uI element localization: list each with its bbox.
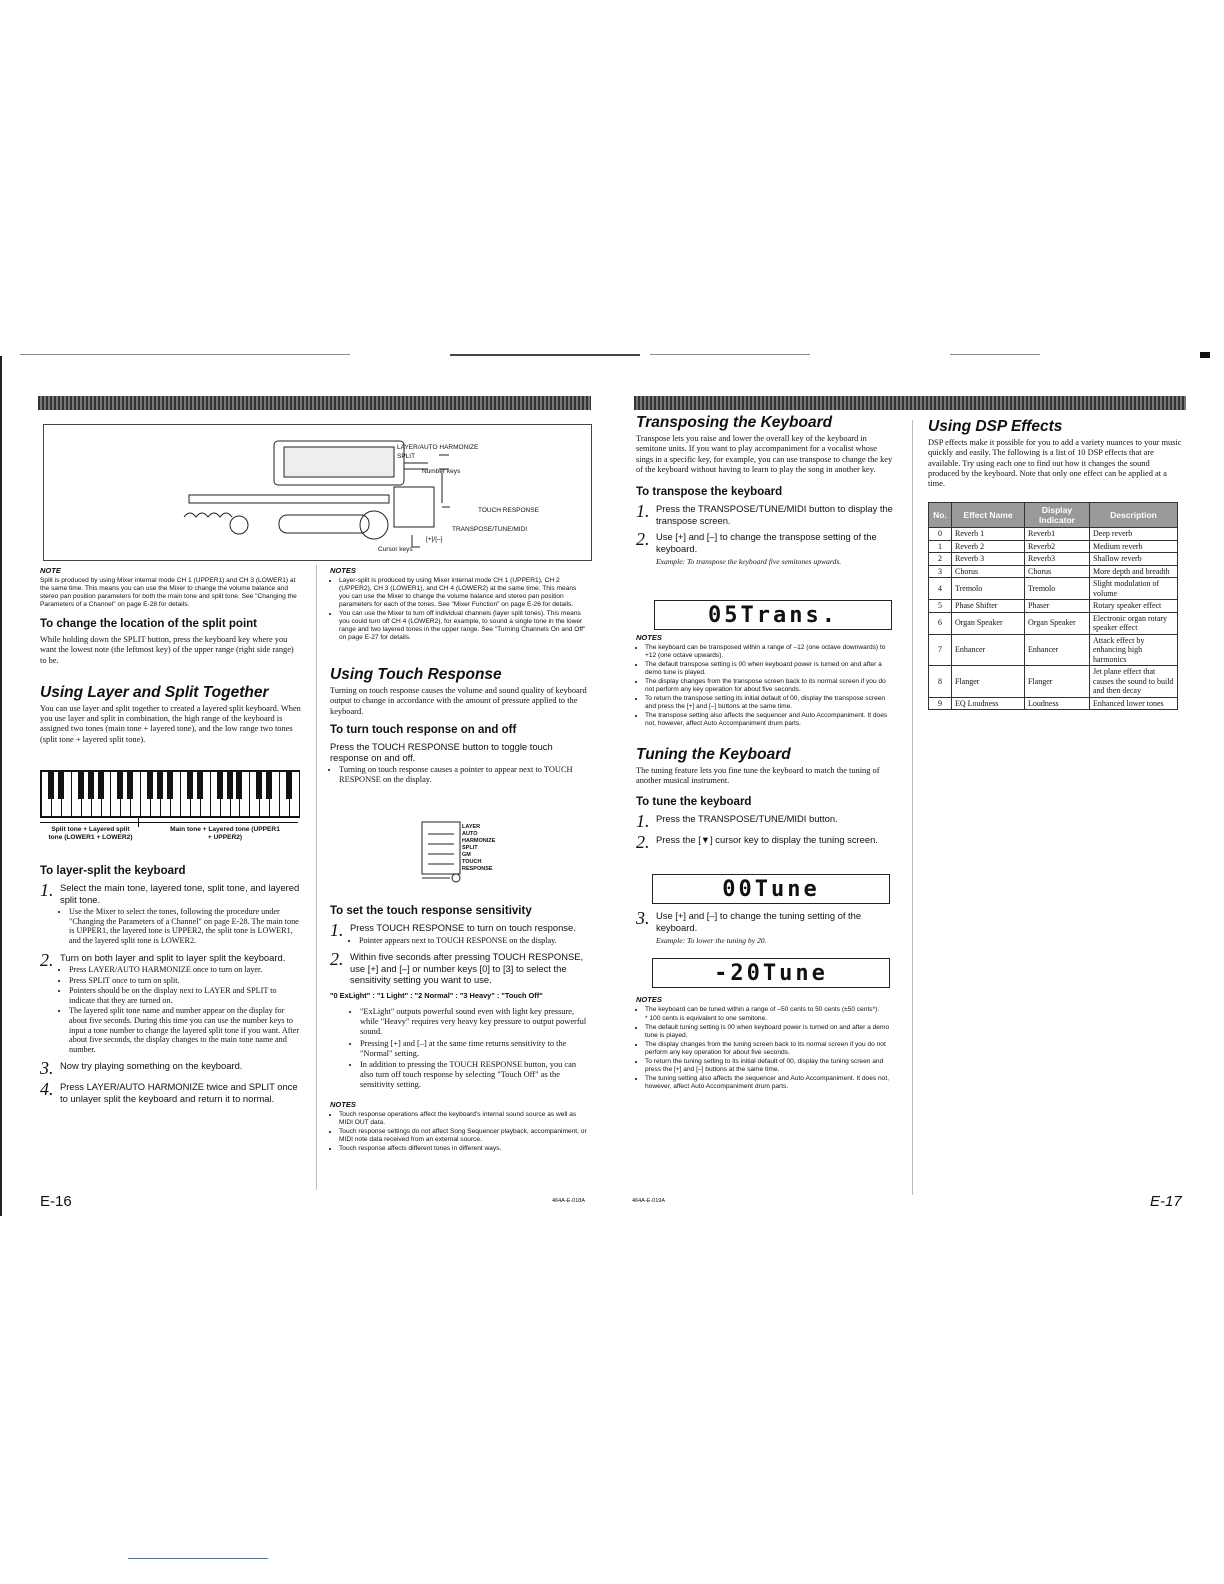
note-item: • To return the tuning setting to its initial default of 00, display the tuning screen and press the [+] and [–] buttons at the same time. [645,1058,894,1074]
table-cell: Flanger [952,666,1025,698]
left-column-b [40,866,302,1109]
table-row [929,565,1178,578]
disp-layer: LAYER [462,824,481,830]
table-cell: 2 [929,553,952,566]
notes-title: NOTES [330,566,356,575]
step-example: Example: To lower the tuning by 20. [656,936,767,945]
step-bullet: • Pointer appears next to TOUCH RESPONSE on the display. [359,936,576,946]
note-item: • The display changes from the tuning screen back to its normal screen if you do not perform any key operation for about five seconds. [645,1041,894,1057]
note-item: • Touch response affects different tones in different ways. [339,1145,588,1153]
note-item: • Layer-split is produced by using Mixer internal mode CH 1 (UPPER1), CH 2 (UPPER2), CH 3 (LOWER1), and CH 4 (LOWER2) at the same time. This means you can use the Mixer to change the volume balance and stereo pan position parameters for each of the tones. See "Mixer Function" on page E-26 for details. [339,577,588,609]
table-cell: Reverb 2 [952,540,1025,553]
right-column-a [636,414,894,573]
table-cell: More depth and breadth [1090,565,1178,578]
table-cell: 1 [929,540,952,553]
footer-code-left: 464A-E-018A [552,1198,586,1204]
table-row [929,600,1178,613]
black-key [217,771,223,799]
keyboard-panel-diagram [43,424,592,561]
table-cell: 8 [929,666,952,698]
split-point-heading: To change the location of the split point [40,618,258,630]
disp-touch: TOUCH RESPONSE [462,859,493,872]
touch-onoff-bullet: • Turning on touch response causes a pointer to appear next to TOUCH RESPONSE on the display. [339,765,588,785]
step-text: Press TOUCH RESPONSE to turn on touch response. [350,922,576,934]
transpose-step-2 [636,531,894,568]
step-bullet: • Press LAYER/AUTO HARMONIZE once to turn on layer. [69,965,302,975]
table-row [929,612,1178,634]
note-item: • Touch response operations affect the keyboard's internal sound source as well as MIDI OUT data. [339,1111,588,1127]
table-cell: Enhanced lower tones [1090,697,1178,710]
table-cell: Flanger [1025,666,1090,698]
label-cursor-keys: Cursor keys [378,546,413,553]
table-cell: Tremolo [952,578,1025,600]
table-cell: Phaser [1025,600,1090,613]
table-row [929,666,1178,698]
lcd-tune-lowered: -20Tune [652,958,890,988]
col-effect: Effect Name [952,503,1025,528]
tune-text: The tuning feature lets you fine tune the keyboard to match the tuning of another musical instrument. [636,766,880,786]
notes-transpose [636,634,894,728]
note-item: * 100 cents is equivalent to one semitone. [645,1015,768,1022]
sensitivity-steps [330,922,588,986]
footer-code-right: 464A-E-019A [632,1198,666,1204]
page-spine [0,356,2,1216]
table-cell: Reverb 3 [952,553,1025,566]
table-cell: Rotary speaker effect [1090,600,1178,613]
step [330,951,588,986]
black-key [78,771,84,799]
label-touch-response: TOUCH RESPONSE [478,507,539,514]
notes-title: NOTES [636,995,662,1004]
keyboard-illustration [40,770,300,818]
table-cell: Electronic organ rotary speaker effect [1090,612,1178,634]
black-key [236,771,242,799]
transpose-text: Transpose lets you raise and lower the overall key of the keyboard in semitone units. If you want to play accompaniment for a vocalist whose sings in a specific key, for example, you can use transpose to change the key of the keyboard without having to learn to play the song in another key. [636,434,893,474]
panel-illustration [44,425,591,560]
dsp-table-body [929,528,1178,710]
display-illustration [420,820,510,884]
page-number-right: E-17 [1150,1193,1182,1210]
notes-layer-split [330,567,588,642]
transpose-heading: Transposing the Keyboard [636,414,833,431]
split-point-text: While holding down the SPLIT button, press the keyboard key where you want the lowest note (the leftmost key) of the upper range (right side range) to be. [40,635,294,665]
step-number: 1. [636,501,650,522]
table-cell: Reverb2 [1025,540,1090,553]
tune-step-1 [636,810,894,831]
black-key [227,771,233,799]
label-split: SPLIT [397,453,416,460]
table-cell: Loudness [1025,697,1090,710]
col-description: Description [1090,503,1178,528]
notes-tune [636,996,894,1091]
sens-bullet: • In addition to pressing the TOUCH RESPONSE button, you can also turn off touch response by selecting "Touch Off" as the sensitivity setting. [360,1060,588,1091]
layer-split-heading: Using Layer and Split Together [40,683,269,701]
step-text: Within five seconds after pressing TOUCH RESPONSE, use [+] and [–] or number keys [0] to [3] to select the sensitivity setting you want to use. [350,951,584,986]
sens-bullet: • "ExLight" outputs powerful sound even with light key pressure, while "Heavy" requires very heavy key pressure to output powerful sound. [360,1007,588,1038]
kb-label-lower: Split tone + Layered split tone (LOWER1 + LOWER2) [48,826,133,841]
step-bullet: • Pointers should be on the display next to LAYER and SPLIT to indicate that they are turned on. [69,986,302,1005]
black-key [187,771,193,799]
layer-split-text: You can use layer and split together to created a layered split keyboard. When you use layer and split in combination, the high range of the keyboard is assigned two tones (main tone + layered tone), and the low range two tones (split tone + layered split tone). [40,704,301,744]
table-cell: Attack effect by enhancing high harmonics [1090,634,1178,666]
table-cell: 5 [929,600,952,613]
sensitivity-heading: To set the touch response sensitivity [330,905,532,917]
step-number: 4. [40,1079,54,1100]
label-layer: LAYER/AUTO HARMONIZE [397,444,479,451]
step-text: Use [+] and [–] to change the tuning setting of the keyboard. [656,910,862,933]
page-number-left: E-16 [40,1193,72,1210]
disp-auto: AUTO HARMONIZE [462,831,496,844]
table-cell: EQ Loudness [952,697,1025,710]
step-number: 2. [636,529,650,550]
notes-title: NOTES [636,633,662,642]
touch-onoff-heading: To turn touch response on and off [330,723,517,736]
note-item: • You can use the Mixer to turn off individual channels (layer split tones). This means you could turn off CH 4 (LOWER2), for example, to sound a single tone in the lower range and two layered tones in the upper range. See "Turning Channels On and Off" on page E-27 for details. [339,610,588,642]
tune-subheading: To tune the keyboard [636,795,752,808]
table-cell: Reverb1 [1025,528,1090,541]
dsp-table [928,502,1178,710]
note-item: • The keyboard can be transposed within a range of –12 (one octave downwards) to +12 (one octave upwards). [645,644,894,660]
left-header-bar [38,396,591,410]
step-number: 1. [40,880,54,901]
step [330,922,588,946]
transpose-step-1 [636,503,894,526]
black-key [48,771,54,799]
table-cell: 0 [929,528,952,541]
label-number-keys: Number keys [422,468,461,475]
table-cell: Chorus [952,565,1025,578]
note-title: NOTE [40,566,61,575]
table-cell: 3 [929,565,952,578]
left-column-a [40,567,302,750]
table-cell: 7 [929,634,952,666]
black-key [197,771,203,799]
step [40,949,302,1056]
table-header-row [929,503,1178,528]
step-text: Turn on both layer and split to layer split the keyboard. [60,951,286,963]
sensitivity-scale: "0 ExLight" : "1 Light" : "2 Normal" : "3 Heavy" : "Touch Off" [330,990,543,1000]
step-number: 1. [636,810,650,831]
table-cell: Medium reverb [1090,540,1178,553]
step-text: Select the main tone, layered tone, split tone, and layered split tone. [60,882,300,905]
note-item: • Touch response settings do not affect Song Sequencer playback, accompaniment, or MIDI note data received from an external source. [339,1128,588,1144]
right-column-b [636,634,894,855]
left-column-d [330,906,588,1154]
top-rule [0,354,1224,356]
step-number: 3. [40,1058,54,1079]
tune-heading: Tuning the Keyboard [636,746,791,763]
table-row [929,553,1178,566]
right-column-d [636,996,894,1092]
note-item: • The tuning setting also affects the sequencer and Auto Accompaniment. It does not, however, affect Auto Accompaniment drum parts. [645,1075,894,1091]
kb-label-upper: Main tone + Layered tone (UPPER1 + UPPER2) [170,826,280,841]
disp-split: SPLIT [462,845,478,851]
layer-split-steps [40,882,302,1104]
label-plus-minus: [+]/[–] [426,536,443,543]
black-key [88,771,94,799]
step-example: Example: To transpose the keyboard five semitones upwards. [656,557,842,567]
note-item: • The default transpose setting is 00 when keyboard power is turned on and after a demo tune is played. [645,661,894,677]
step-text: Press LAYER/AUTO HARMONIZE twice and SPLIT once to unlayer split the keyboard and return it to normal. [60,1081,298,1104]
step-number: 2. [40,949,54,970]
step-bullet: • Use the Mixer to select the tones, following the procedure under "Changing the Parameters of a Channel" on page E-28. The main tone is UPPER1, the layered tone is UPPER2, the split tone is LOWER1, and the layered split tone is LOWER2. [69,907,302,945]
table-cell: Phase Shifter [952,600,1025,613]
step-text: Use [+] and [–] to change the transpose setting of the keyboard. [656,531,877,554]
table-cell: Enhancer [1025,634,1090,666]
note-item: • The keyboard can be tuned within a range of –50 cents to 50 cents (±50 cents*). [645,1006,894,1014]
table-cell: Enhancer [952,634,1025,666]
split-marker [138,817,139,827]
table-cell: Tremolo [1025,578,1090,600]
table-cell: Deep reverb [1090,528,1178,541]
step-bullet: • The layered split tone name and number appear on the display for about five seconds. During this time you can use the number keys to input a tone number to change the layered split tone if you want. After about five seconds, the display changes to the main tone name and number. [69,1006,302,1054]
lcd-transpose: 05Trans. [654,600,892,630]
dsp-text: DSP effects make it possible for you to add a variety nuances to your music quickly and easily. The following is a list of 10 DSP effects that are available. Try using each one to find out how it changes the sound produced by the keyboard. Note that only one effect can be applied at a time. [928,438,1182,489]
note-item: • The display changes from the transpose screen back to its normal screen if you do not perform any key operation for about five seconds. [645,678,894,694]
table-cell: 9 [929,697,952,710]
dsp-heading: Using DSP Effects [928,418,1063,435]
tune-step-2 [636,831,894,852]
table-row [929,540,1178,553]
disp-gm: GM [462,852,471,858]
step-text: Press the TRANSPOSE/TUNE/MIDI button. [656,812,838,824]
touch-response-text: Turning on touch response causes the volume and sound quality of keyboard output to change in accordance with the amount of pressure applied to the keyboard. [330,686,587,716]
right-header-bar [634,396,1186,410]
dsp-table-wrap [928,502,1178,710]
touch-response-heading: Using Touch Response [330,666,502,683]
table-row [929,634,1178,666]
black-key [256,771,262,799]
col-indicator: Display Indicator [1025,503,1090,528]
black-key [117,771,123,799]
note-text: Split is produced by using Mixer internal mode CH 1 (UPPER1) and CH 3 (LOWER1) at the same time. This means you can use the Mixer to change the volume balance and stereo pan position parameters for both the main tone and split tone. See "Changing the Parameters of a Channel" on page E-28 for details. [40,577,297,608]
layer-split-subheading: To layer-split the keyboard [40,865,186,877]
black-key [157,771,163,799]
notes-title: NOTES [330,1099,356,1109]
step [40,882,302,946]
center-divider [316,565,317,1190]
step-text: Press the [▼] cursor key to display the tuning screen. [656,833,878,845]
black-key [147,771,153,799]
black-key [286,771,292,799]
table-cell: Shallow reverb [1090,553,1178,566]
step-number: 2. [636,831,650,852]
table-row [929,697,1178,710]
black-key [58,771,64,799]
col-no: No. [929,503,952,528]
table-row [929,528,1178,541]
touch-onoff-text: Press the TOUCH RESPONSE button to toggle touch response on and off. [330,741,553,764]
table-cell: Organ Speaker [1025,612,1090,634]
step-number: 2. [330,949,344,970]
bottom-rule [128,1558,268,1559]
note-split [40,567,302,609]
note-item: • To return the transpose setting its initial default of 00, display the transpose screen and press the [+] and [–] buttons at the same time. [645,695,894,711]
table-cell: Reverb 1 [952,528,1025,541]
table-cell: Chorus [1025,565,1090,578]
step-number: 1. [330,920,344,941]
black-key [266,771,272,799]
right-column-e [928,418,1182,494]
left-column-c [330,567,588,786]
transpose-subheading: To transpose the keyboard [636,486,783,499]
black-key [167,771,173,799]
step-text: Now try playing something on the keyboard. [60,1060,243,1072]
black-key [127,771,133,799]
right-column-c [636,910,894,952]
table-cell: Reverb3 [1025,553,1090,566]
table-cell: Jet plane effect that causes the sound to build and then decay [1090,666,1178,698]
table-cell: 4 [929,578,952,600]
step-text: Press the TRANSPOSE/TUNE/MIDI button to display the transpose screen. [656,503,893,526]
split-arrow [40,822,298,823]
table-cell: Slight modulation of volume [1090,578,1178,600]
sens-bullet: • Pressing [+] and [–] at the same time returns sensitivity to the "Normal" setting. [360,1039,588,1059]
right-divider [912,420,913,1195]
step [40,1081,302,1104]
note-item: • The default tuning setting is 00 when keyboard power is turned on and after a demo tune is played. [645,1024,894,1040]
label-transpose: TRANSPOSE/TUNE/MIDI [452,526,528,533]
tune-step-3 [636,910,894,947]
table-cell: Organ Speaker [952,612,1025,634]
notes-touch [330,1101,588,1153]
note-item: • The transpose setting also affects the sequencer and Auto Accompaniment. It does not, however, affect Auto Accompaniment drum parts. [645,712,894,728]
black-key [98,771,104,799]
table-row [929,578,1178,600]
lcd-tune-default: 00Tune [652,874,890,904]
step [40,1058,302,1079]
table-cell: 6 [929,612,952,634]
step-bullet: • Press SPLIT once to turn on split. [69,976,302,986]
step-number: 3. [636,908,650,928]
